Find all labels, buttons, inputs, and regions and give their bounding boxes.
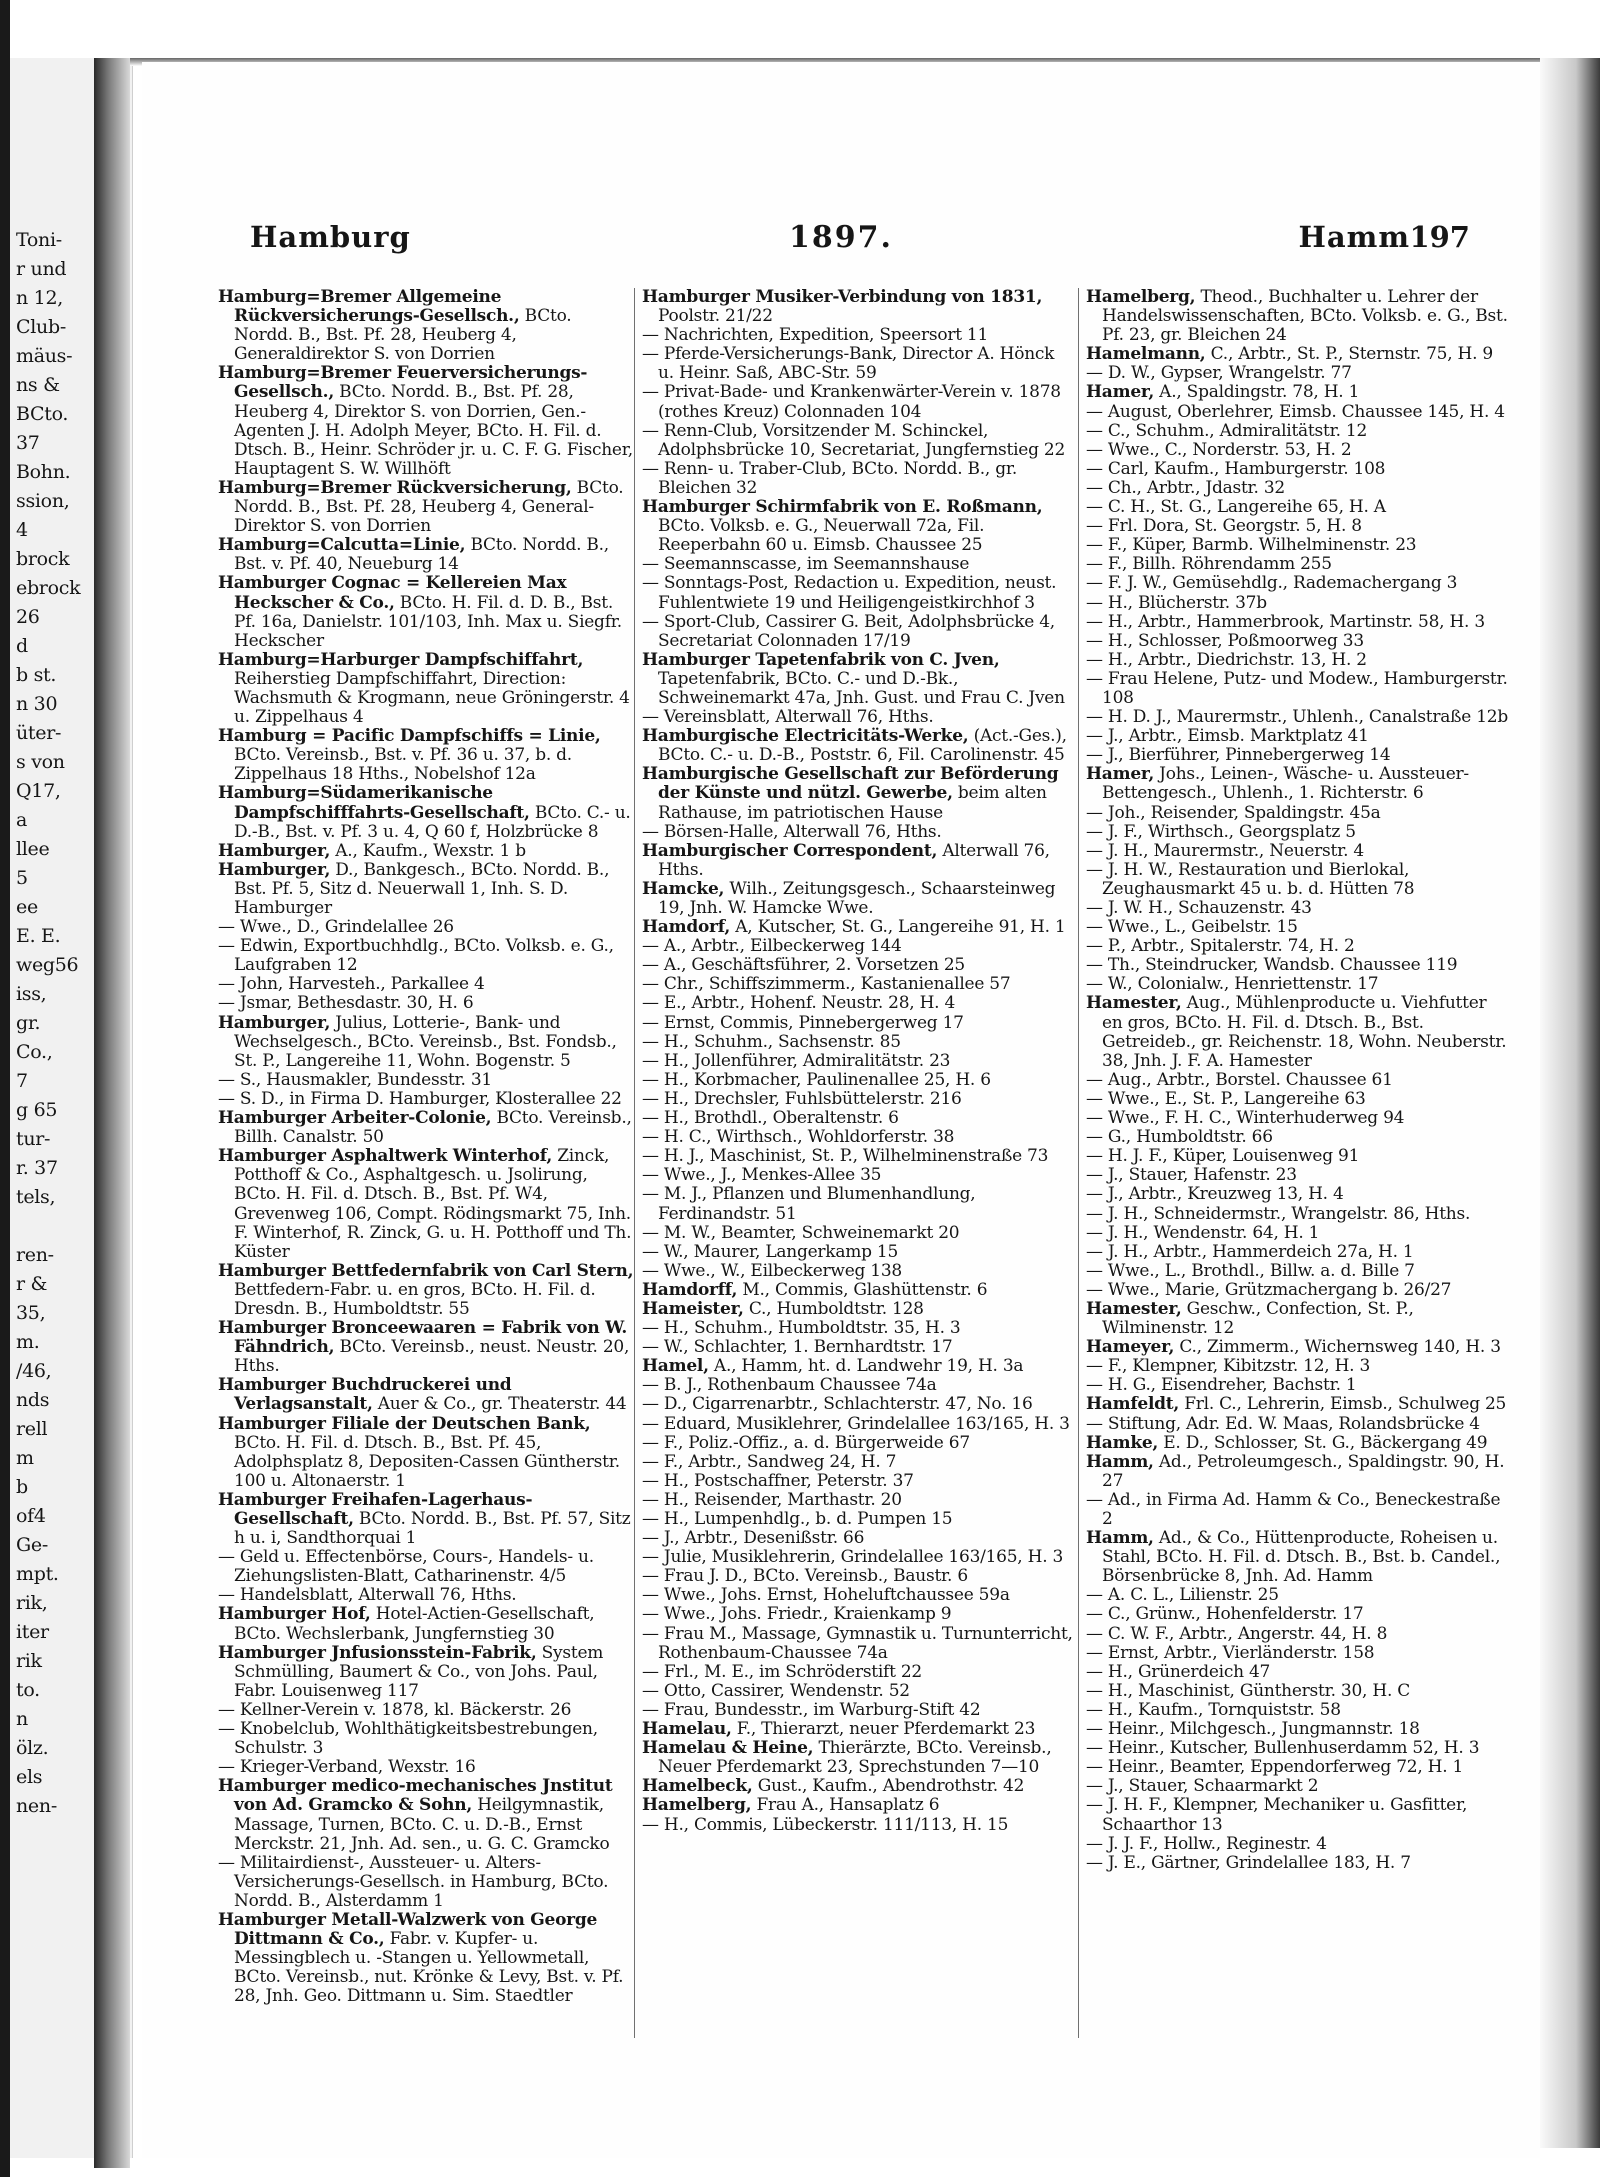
directory-entry: — H. J., Maschinist, St. P., Wilhelminenstraße 73 (642, 1146, 1049, 1167)
directory-entry: Hamdorff, M., Commis, Glashüttenstr. 6 (642, 1279, 988, 1300)
left-page-fragment-line: ren- (16, 1244, 54, 1266)
directory-entry: Hamburger Asphaltwerk Winterhof, Zinck, Potthoff & Co., Asphaltgesch. u. Jsolirung, BCto. H. Fil. d. Dtsch. B., Bst. Pf. W4, Grevenweg 106, Compt. Rödingsmarkt 75, Inh. F. Winterhof, R. Zinck, G. u. H. Potthoff und Th. Küster (218, 1146, 632, 1262)
directory-entry: — M. J., Pflanzen und Blumenhandlung, Ferdinandstr. 51 (642, 1184, 976, 1224)
directory-entry: Hamelau & Heine, Thierärzte, BCto. Vereinsb., Neuer Pferdemarkt 23, Sprechstunden 7—10 (642, 1738, 1052, 1778)
directory-entry: — J., Arbtr., Eimsb. Marktplatz 41 (1086, 726, 1369, 747)
left-page-fragment-line: n (16, 1708, 28, 1730)
left-page-fragment-line: n 30 (16, 693, 58, 715)
directory-entry: — Sonntags-Post, Redaction u. Expedition, neust. Fuhlentwiete 19 und Heiligengeistkirchhof 3 (642, 573, 1057, 613)
directory-entry: — H., Blücherstr. 37b (1086, 592, 1267, 613)
directory-entry: — M. W., Beamter, Schweinemarkt 20 (642, 1222, 960, 1243)
left-page-fragment-line: d (16, 635, 28, 657)
left-page-fragment-line: iter (16, 1621, 49, 1643)
directory-entry: — H. D. J., Maurermstr., Uhlenh., Canalstraße 12b (1086, 707, 1508, 728)
directory-column-1 (218, 288, 634, 2128)
directory-entry: — Heinr., Kutscher, Bullenhuserdamm 52, H. 3 (1086, 1738, 1480, 1759)
directory-entry: Hamdorf, A, Kutscher, St. G., Langereihe 91, H. 1 (642, 917, 1066, 938)
directory-entry: Hamester, Aug., Mühlenproducte u. Viehfutter en gros, BCto. H. Fil. d. Dtsch. B., Bst. Getreideb., gr. Reichenstr. 18, Wohn. Neuberstr. 38, Jnh. J. F. A. Hamester (1086, 993, 1507, 1071)
directory-entry: — Frl. Dora, St. Georgstr. 5, H. 8 (1086, 516, 1362, 537)
directory-entry: — H., Kaufm., Tornquiststr. 58 (1086, 1699, 1341, 1720)
directory-entry: — H., Commis, Lübeckerstr. 111/113, H. 15 (642, 1814, 1009, 1835)
directory-entry: — A., Geschäftsführer, 2. Vorsetzen 25 (642, 955, 965, 976)
directory-entry: — W., Colonialw., Henriettenstr. 17 (1086, 974, 1379, 995)
directory-entry: — W., Schlachter, 1. Bernhardtstr. 17 (642, 1337, 953, 1358)
left-page-fragment-line: ölz. (16, 1737, 49, 1759)
left-page-fragment-line: Toni- (16, 229, 62, 251)
left-page-fragment-line: 7 (16, 1070, 28, 1092)
directory-entry: Hamm, Ad., & Co., Hüttenproducte, Roheisen u. Stahl, BCto. H. Fil. d. Dtsch. B., Bst. b. Candel., Börsenbrücke 8, Jnh. Ad. Hamm (1086, 1528, 1501, 1587)
left-page-fragment-line: Co., (16, 1041, 53, 1063)
directory-entry: — Pferde-Versicherungs-Bank, Director A. Hönck u. Heinr. Saß, ABC-Str. 59 (642, 344, 1055, 384)
left-page-fragment-line: r. 37 (16, 1157, 58, 1179)
directory-entry: — Heinr., Milchgesch., Jungmannstr. 18 (1086, 1719, 1420, 1740)
directory-entry: — H., Schuhm., Humboldtstr. 35, H. 3 (642, 1318, 961, 1339)
directory-entry: Hamburger Bronceewaaren = Fabrik von W. Fähndrich, BCto. Vereinsb., neust. Neustr. 20, Hths. (218, 1318, 630, 1377)
directory-entry: — Jsmar, Bethesdastr. 30, H. 6 (218, 993, 474, 1014)
directory-entry: — Stiftung, Adr. Ed. W. Maas, Rolandsbrücke 4 (1086, 1413, 1480, 1434)
directory-entry: — Chr., Schiffszimmerm., Kastanienallee 57 (642, 974, 1011, 995)
directory-entry: — H., Maschinist, Güntherstr. 30, H. C (1086, 1680, 1411, 1701)
directory-entry: Hamester, Geschw., Confection, St. P., Wilminenstr. 12 (1086, 1298, 1414, 1339)
directory-entry: Hamcke, Wilh., Zeitungsgesch., Schaarsteinweg 19, Jnh. W. Hamcke Wwe. (642, 878, 1056, 918)
directory-entry: Hamburg=Harburger Dampfschiffahrt, Reiherstieg Dampfschiffahrt, Direction: Wachsmuth & Krogmann, neue Gröningerstr. 4 u. Zippelhaus 4 (218, 649, 630, 728)
left-page-fragment-line: brock (16, 548, 70, 570)
directory-entry: — Wwe., L., Geibelstr. 15 (1086, 917, 1298, 938)
directory-entry: Hamburg=Bremer Feuerversicherungs-Gesellsch., BCto. Nordd. B., Bst. Pf. 28, Heuberg 4, Direktor S. von Dorrien, Gen.-Agenten J. H. Adolph Meyer, BCto. H. Fil. d. Dtsch. B., Heinr. Schröder jr. u. C. F. G. Fischer, Hauptagent S. W. Willhöft (218, 363, 633, 479)
directory-entry: Hamburgischer Correspondent, Alterwall 76, Hths. (642, 840, 1050, 880)
directory-entry: — John, Harvesteh., Parkallee 4 (218, 974, 485, 995)
left-page-fragment-line: a (16, 809, 28, 831)
directory-entry: Hamburger, A., Kaufm., Wexstr. 1 b (218, 840, 526, 861)
directory-entry: — Wwe., Marie, Grützmachergang b. 26/27 (1086, 1279, 1452, 1300)
directory-entry: — F., Klempner, Kibitzstr. 12, H. 3 (1086, 1356, 1371, 1377)
directory-entry: — C. W. F., Arbtr., Angerstr. 44, H. 8 (1086, 1623, 1388, 1644)
left-page-fragment-line: üter- (16, 722, 62, 744)
directory-entry: Hamburg=Calcutta=Linie, BCto. Nordd. B., Bst. v. Pf. 40, Neueburg 14 (218, 535, 609, 575)
directory-entry: Hamburger Freihafen-Lagerhaus-Gesellschaft, BCto. Nordd. B., Bst. Pf. 57, Sitz h u. i, Sandthorquai 1 (218, 1489, 631, 1549)
directory-entry: — F., Poliz.-Offiz., a. d. Bürgerweide 67 (642, 1432, 970, 1453)
directory-entry: — Wwe., C., Norderstr. 53, H. 2 (1086, 439, 1352, 460)
directory-entry: — Frau M., Massage, Gymnastik u. Turnunterricht, Rothenbaum-Chaussee 74a (642, 1623, 1073, 1663)
directory-entry: — J. J. F., Hollw., Reginestr. 4 (1086, 1833, 1327, 1854)
directory-entry: — Edwin, Exportbuchhdlg., BCto. Volksb. e. G., Laufgraben 12 (218, 936, 614, 976)
directory-entry: — Vereinsblatt, Alterwall 76, Hths. (642, 707, 934, 728)
directory-entry: Hameyer, C., Zimmerm., Wichernsweg 140, H. 3 (1086, 1337, 1501, 1358)
directory-entry: Hamburger Buchdruckerei und Verlagsanstalt, Auer & Co., gr. Theaterstr. 44 (218, 1375, 627, 1415)
left-page-fragment-line: mäus- (16, 345, 73, 367)
directory-entry: Hamer, Johs., Leinen-, Wäsche- u. Aussteuer-Bettengesch., Uhlenh., 1. Richterstr. 6 (1086, 764, 1469, 804)
directory-entry: — Ch., Arbtr., Jdastr. 32 (1086, 477, 1285, 498)
directory-entry: — Privat-Bade- und Krankenwärter-Verein v. 1878 (rothes Kreuz) Colonnaden 104 (642, 382, 1061, 422)
left-page-fragment-line: nen- (16, 1795, 57, 1817)
directory-column-3 (1086, 288, 1510, 2128)
left-page-fragment-line: 5 (16, 867, 28, 889)
directory-entry: — Julie, Musiklehrerin, Grindelallee 163/165, H. 3 (642, 1547, 1064, 1568)
directory-entry: — J. H., Wendenstr. 64, H. 1 (1086, 1222, 1320, 1243)
left-page-fragment-line: 35, (16, 1302, 46, 1324)
directory-entry: — Handelsblatt, Alterwall 76, Hths. (218, 1585, 517, 1606)
left-page-fragment-line: weg56 (16, 954, 79, 976)
left-page-fragment-line: ns & (16, 374, 60, 396)
directory-entry: — Militairdienst-, Aussteuer- u. Alters-Versicherungs-Gesellsch. in Hamburg, BCto. Nordd. B., Alsterdamm 1 (218, 1852, 609, 1911)
directory-entry: — J. W. H., Schauzenstr. 43 (1086, 898, 1312, 918)
directory-entry: — Carl, Kaufm., Hamburgerstr. 108 (1086, 458, 1386, 479)
directory-entry: — J., Arbtr., Desenißstr. 66 (642, 1528, 865, 1549)
column-rule (1078, 288, 1079, 2038)
directory-entry: — J., Arbtr., Kreuzweg 13, H. 4 (1086, 1184, 1344, 1205)
directory-entry: — P., Arbtr., Spitalerstr. 74, H. 2 (1086, 936, 1355, 957)
directory-entry: Hamburg=Bremer Rückversicherung, BCto. Nordd. B., Bst. Pf. 28, Heuberg 4, General-Direktor S. von Dorrien (218, 477, 624, 537)
directory-entry: Hamburger, D., Bankgesch., BCto. Nordd. B., Bst. Pf. 5, Sitz d. Neuerwall 1, Inh. S. D. Hamburger (218, 859, 610, 918)
directory-entry: — H., Schlosser, Poßmoorweg 33 (1086, 630, 1364, 651)
left-page-fragment-line: Bohn. (16, 461, 71, 483)
directory-entry: — Frau J. D., BCto. Vereinsb., Baustr. 6 (642, 1566, 968, 1587)
directory-entry: Hamburg = Pacific Dampfschiffs = Linie, BCto. Vereinsb., Bst. v. Pf. 36 u. 37, b. d. Zippelhaus 18 Hths., Nobelshof 12a (218, 726, 601, 785)
left-page-fragment-line: b (16, 1476, 28, 1498)
directory-entry: — Wwe., W., Eilbeckerweg 138 (642, 1260, 902, 1281)
book-gutter (94, 58, 130, 2168)
left-page-fragment-line: r & (16, 1273, 48, 1295)
book-edge-shadow (0, 0, 10, 2177)
header-running-word: Hamm (1298, 220, 1410, 254)
directory-entry: — G., Humboldtstr. 66 (1086, 1127, 1273, 1148)
directory-entry: — H., Drechsler, Fuhlsbüttelerstr. 216 (642, 1088, 962, 1109)
directory-entry: — S. D., in Firma D. Hamburger, Klosterallee 22 (218, 1088, 622, 1109)
directory-entry: — Sport-Club, Cassirer G. Beit, Adolphsbrücke 4, Secretariat Colonnaden 17/19 (642, 611, 1055, 651)
directory-entry: — Wwe., E., St. P., Langereihe 63 (1086, 1088, 1366, 1109)
directory-entry: — Heinr., Beamter, Eppendorferweg 72, H. 1 (1086, 1757, 1464, 1778)
left-page-fragment-line: BCto. (16, 403, 69, 425)
left-page-fragment-line: nds (16, 1389, 50, 1411)
directory-entry: — F., Arbtr., Sandweg 24, H. 7 (642, 1451, 897, 1472)
directory-entry: — Börsen-Halle, Alterwall 76, Hths. (642, 821, 942, 842)
directory-entry: — D., Cigarrenarbtr., Schlachterstr. 47, No. 16 (642, 1394, 1033, 1415)
directory-entry: — F. J. W., Gemüsehdlg., Rademachergang 3 (1086, 573, 1458, 594)
directory-entry: — Wwe., D., Grindelallee 26 (218, 917, 454, 938)
directory-entry: — J., Stauer, Hafenstr. 23 (1086, 1165, 1297, 1186)
directory-column-2 (642, 288, 1074, 2128)
directory-entry: — Eduard, Musiklehrer, Grindelallee 163/165, H. 3 (642, 1413, 1070, 1434)
left-page-fragment-line: rell (16, 1418, 48, 1440)
directory-entry: Hamfeldt, Frl. C., Lehrerin, Eimsb., Schulweg 25 (1086, 1394, 1507, 1415)
left-page-fragment-line: rik (16, 1650, 42, 1672)
directory-entry: — H., Grünerdeich 47 (1086, 1661, 1271, 1682)
directory-entry: Hamburger Hof, Hotel-Actien-Gesellschaft, BCto. Wechslerbank, Jungfernstieg 30 (218, 1604, 595, 1644)
directory-entry: — H. C., Wirthsch., Wohldorferstr. 38 (642, 1127, 955, 1148)
directory-entry: — H., Lumpenhdlg., b. d. Pumpen 15 (642, 1509, 953, 1529)
directory-entry: — H., Korbmacher, Paulinenallee 25, H. 6 (642, 1069, 991, 1090)
directory-entry: — Geld u. Effectenbörse, Cours-, Handels- u. Ziehungslisten-Blatt, Catharinenstr. 4/5 (218, 1547, 594, 1587)
directory-entry: Hamburger Filiale der Deutschen Bank, BCto. H. Fil. d. Dtsch. B., Bst. Pf. 45, Adolphsplatz 8, Depositen-Cassen Güntherstr. 100 u. Altonaerstr. 1 (218, 1413, 620, 1491)
left-page-fragment-line: iss, (16, 983, 47, 1005)
left-page-fragment-line: gr. (16, 1012, 41, 1034)
left-page-fragment-line: llee (16, 838, 50, 860)
left-page-fragment-line: /46, (16, 1360, 52, 1382)
directory-entry: — Knobelclub, Wohlthätigkeitsbestrebungen, Schulstr. 3 (218, 1719, 598, 1759)
header-year: 1897. (789, 220, 893, 255)
directory-entry: — Renn- u. Traber-Club, BCto. Nordd. B., gr. Bleichen 32 (642, 458, 1018, 498)
directory-entry: — C. H., St. G., Langereihe 65, H. A (1086, 497, 1386, 518)
directory-entry: — J. H. W., Restauration und Bierlokal, Zeughausmarkt 45 u. b. d. Hütten 78 (1086, 859, 1415, 899)
directory-entry: — Otto, Cassirer, Wendenstr. 52 (642, 1680, 910, 1701)
directory-entry: Hamburger Musiker-Verbindung von 1831, Poolstr. 21/22 (642, 288, 1043, 327)
directory-entry: — J., Stauer, Schaarmarkt 2 (1086, 1776, 1319, 1797)
directory-entry: — E., Arbtr., Hohenf. Neustr. 28, H. 4 (642, 993, 956, 1014)
directory-entry: — Th., Steindrucker, Wandsb. Chaussee 119 (1086, 955, 1458, 976)
directory-entry: Hamburger Schirmfabrik von E. Roßmann, BCto. Volksb. e. G., Neuerwall 72a, Fil. Reeperbahn 60 u. Eimsb. Chaussee 25 (642, 497, 1043, 556)
left-page-fragment-line: ee (16, 896, 38, 918)
left-page-fragment-line: Club- (16, 316, 66, 338)
directory-entry: Hamburg=Südamerikanische Dampfschifffahrts-Gesellschaft, BCto. C.- u. D.-B., Bst. v. Pf. 3 u. 4, Q 60 f, Holzbrücke 8 (218, 783, 631, 842)
directory-entry: — Ernst, Arbtr., Vierländerstr. 158 (1086, 1642, 1375, 1663)
directory-entry: — H. G., Eisendreher, Bachstr. 1 (1086, 1375, 1357, 1396)
directory-entry: — Joh., Reisender, Spaldingstr. 45a (1086, 802, 1381, 823)
directory-entry: Hamburger, Julius, Lotterie-, Bank- und Wechselgesch., BCto. Vereinsb., Bst. Fondsb., St. P., Langereihe 11, Wohn. Bogenstr. 5 (218, 1012, 617, 1071)
left-page-fragment-line: 37 (16, 432, 40, 454)
directory-entry: — F., Billh. Röhrendamm 255 (1086, 554, 1332, 575)
directory-entry: — A., Arbtr., Eilbeckerweg 144 (642, 936, 902, 957)
directory-page (142, 62, 1540, 2158)
directory-entry: — C., Grünw., Hohenfelderstr. 17 (1086, 1604, 1364, 1625)
left-page-fragment-line: els (16, 1766, 43, 1788)
directory-entry: — Wwe., L., Brothdl., Billw. a. d. Bille 7 (1086, 1260, 1415, 1281)
directory-entry: Hamburger Cognac = Kellereien Max Heckscher & Co., BCto. H. Fil. d. D. B., Bst. Pf. 16a, Danielstr. 101/103, Inh. Max u. Siegfr. Heckscher (218, 573, 622, 651)
directory-entry: Hamm, Ad., Petroleumgesch., Spaldingstr. 90, H. 27 (1086, 1451, 1505, 1491)
directory-entry: Hamburger Metall-Walzwerk von George Dittmann & Co., Fabr. v. Kupfer- u. Messingblech u. -Stangen u. Yellowmetall, BCto. Vereinsb., nut. Krönke & Levy, Bst. v. Pf. 28, Jnh. Geo. Dittmann u. Sim. Staedtler (218, 1909, 624, 2007)
directory-entry: — J. H. F., Klempner, Mechaniker u. Gasfitter, Schaarthor 13 (1086, 1795, 1468, 1835)
directory-entry: — J., Bierführer, Pinnebergerweg 14 (1086, 745, 1391, 766)
directory-entry: Hamelberg, Theod., Buchhalter u. Lehrer der Handelswissenschaften, BCto. Volksb. e. G., Bst. Pf. 23, gr. Bleichen 24 (1086, 288, 1508, 346)
directory-entry: — Wwe., Johs. Friedr., Kraienkamp 9 (642, 1604, 952, 1625)
directory-entry: — Wwe., Johs. Ernst, Hoheluftchaussee 59a (642, 1585, 1010, 1606)
directory-entry: Hamer, A., Spaldingstr. 78, H. 1 (1086, 382, 1360, 403)
directory-entry: Hamelau, F., Thierarzt, neuer Pferdemarkt 23 (642, 1719, 1036, 1740)
directory-entry: — Frau, Bundesstr., im Warburg-Stift 42 (642, 1699, 981, 1720)
directory-entry: — H. J. F., Küper, Louisenweg 91 (1086, 1146, 1360, 1167)
directory-entry: — F., Küper, Barmb. Wilhelminenstr. 23 (1086, 535, 1417, 556)
directory-entry: — Frl., M. E., im Schröderstift 22 (642, 1661, 922, 1682)
left-page-fragment-line: E. E. (16, 925, 61, 947)
directory-entry: Hamburgische Electricitäts-Werke, (Act.-Ges.), BCto. C.- u. D.-B., Poststr. 6, Fil. Carolinenstr. 45 (642, 726, 1067, 766)
directory-entry: Hamelberg, Frau A., Hansaplatz 6 (642, 1795, 940, 1816)
directory-entry: — H., Arbtr., Hammerbrook, Martinstr. 58, H. 3 (1086, 611, 1485, 632)
page-right-shadow (1540, 58, 1600, 2148)
directory-entry: — J. H., Arbtr., Hammerdeich 27a, H. 1 (1086, 1241, 1414, 1262)
directory-entry: — August, Oberlehrer, Eimsb. Chaussee 145, H. 4 (1086, 401, 1505, 422)
directory-entry: Hamburger Tapetenfabrik von C. Jven, Tapetenfabrik, BCto. C.- und D.-Bk., Schweinemarkt 47a, Jnh. Gust. und Frau C. Jven (642, 649, 1065, 708)
left-page-fragment-line: rik, (16, 1592, 48, 1614)
directory-entry: — Renn-Club, Vorsitzender M. Schinckel, Adolphsbrücke 10, Secretariat, Jungfernstieg 22 (642, 420, 1066, 460)
directory-entry: — H., Brothdl., Oberaltenstr. 6 (642, 1108, 899, 1129)
left-page-fragment-line: tels, (16, 1186, 56, 1208)
directory-entry: Hamburger Jnfusionsstein-Fabrik, System Schmülling, Baumert & Co., von Johs. Paul, Fabr. Louisenweg 117 (218, 1642, 604, 1701)
directory-entry: Hamburgische Gesellschaft zur Beförderung der Künste und nützl. Gewerbe, beim alten Rathause, im patriotischen Hause (642, 764, 1059, 823)
directory-entry: — Ad., in Firma Ad. Hamm & Co., Beneckestraße 2 (1086, 1489, 1501, 1529)
directory-entry: — Frau Helene, Putz- und Modew., Hamburgerstr. 108 (1086, 668, 1508, 708)
left-page-fragment-line: n 12, (16, 287, 63, 309)
left-page-fragment-line: 26 (16, 606, 40, 628)
directory-entry: — J. H., Schneidermstr., Wrangelstr. 86, Hths. (1086, 1203, 1471, 1224)
directory-entry: — J. H., Maurermstr., Neuerstr. 4 (1086, 840, 1364, 861)
directory-entry: Hamburger Bettfedernfabrik von Carl Stern, Bettfedern-Fabr. u. en gros, BCto. H. Fil. d. Dresdn. B., Humboldtstr. 55 (218, 1260, 634, 1319)
left-page-fragment-line: ebrock (16, 577, 81, 599)
left-page-fragment-line: b st. (16, 664, 57, 686)
left-page-fragment-line: m (16, 1447, 34, 1469)
directory-entry: — Seemannscasse, im Seemannshause (642, 554, 970, 575)
left-page-fragment-line: g 65 (16, 1099, 58, 1121)
directory-entry: — J. E., Gärtner, Grindelallee 183, H. 7 (1086, 1852, 1411, 1873)
directory-entry: — Ernst, Commis, Pinnebergerweg 17 (642, 1012, 964, 1033)
left-page-fragment-line: mpt. (16, 1563, 59, 1585)
directory-entry: — A. C. L., Lilienstr. 25 (1086, 1585, 1279, 1606)
directory-entry: Hamke, E. D., Schlosser, St. G., Bäckergang 49 (1086, 1432, 1488, 1453)
directory-entry: — S., Hausmakler, Bundesstr. 31 (218, 1069, 492, 1090)
directory-entry: — B. J., Rothenbaum Chaussee 74a (642, 1375, 937, 1396)
left-page-fragment-line: to. (16, 1679, 40, 1701)
directory-entry: — J. F., Wirthsch., Georgsplatz 5 (1086, 821, 1356, 842)
directory-entry: — H., Reisender, Marthastr. 20 (642, 1489, 902, 1510)
directory-entry: — Aug., Arbtr., Borstel. Chaussee 61 (1086, 1069, 1393, 1090)
header-city: Hamburg (250, 220, 411, 254)
directory-entry: — Krieger-Verband, Wexstr. 16 (218, 1757, 476, 1778)
directory-entry: — D. W., Gypser, Wrangelstr. 77 (1086, 363, 1352, 384)
directory-entry: — H., Postschaffner, Peterstr. 37 (642, 1470, 914, 1491)
left-page-fragment-line: r und (16, 258, 67, 280)
directory-entry: — H., Schuhm., Sachsenstr. 85 (642, 1031, 901, 1052)
left-page-fragment-line: 4 (16, 519, 28, 541)
directory-entry: Hamburger medico-mechanisches Jnstitut von Ad. Gramcko & Sohn, Heilgymnastik, Massage, Turnen, BCto. C. u. D.-B., Ernst Merckstr. 21, Jnh. Ad. sen., u. G. C. Gramcko (218, 1776, 613, 1854)
left-page-fragment-line: of4 (16, 1505, 46, 1527)
directory-entry: — Wwe., J., Menkes-Allee 35 (642, 1165, 882, 1186)
directory-entry: Hamelbeck, Gust., Kaufm., Abendrothstr. 42 (642, 1776, 1025, 1797)
column-rule (634, 288, 635, 2038)
directory-entry: Hamburg=Bremer Allgemeine Rückversicherungs-Gesellsch., BCto. Nordd. B., Bst. Pf. 28, Heuberg 4, Generaldirektor S. von Dorrien (218, 288, 572, 365)
directory-entry: — H., Arbtr., Diedrichstr. 13, H. 2 (1086, 649, 1367, 670)
left-page-fragment-line: Ge- (16, 1534, 48, 1556)
directory-entry: — W., Maurer, Langerkamp 15 (642, 1241, 899, 1262)
directory-entry: Hamburger Arbeiter-Colonie, BCto. Vereinsb., Billh. Canalstr. 50 (218, 1108, 632, 1148)
left-page-fragment-line: m. (16, 1331, 40, 1353)
left-page-fragment-line: ssion, (16, 490, 70, 512)
page-number: 197 (1409, 220, 1470, 254)
left-page-fragment-line: Q17, (16, 780, 61, 802)
left-page-fragment-line: tur- (16, 1128, 51, 1150)
page-header (142, 220, 1540, 260)
directory-entry: — H., Jollenführer, Admiralitätstr. 23 (642, 1050, 951, 1071)
directory-entry: — Kellner-Verein v. 1878, kl. Bäckerstr. 26 (218, 1699, 572, 1720)
directory-entry: Hameister, C., Humboldtstr. 128 (642, 1298, 924, 1319)
directory-entry: — C., Schuhm., Admiralitätstr. 12 (1086, 420, 1368, 441)
left-page-fragment-line: s von (16, 751, 65, 773)
directory-entry: Hamelmann, C., Arbtr., St. P., Sternstr. 75, H. 9 (1086, 344, 1493, 365)
directory-entry: Hamel, A., Hamm, ht. d. Landwehr 19, H. 3a (642, 1356, 1024, 1377)
directory-entry: — Wwe., F. H. C., Winterhuderweg 94 (1086, 1108, 1405, 1129)
directory-entry: — Nachrichten, Expedition, Speersort 11 (642, 325, 989, 346)
